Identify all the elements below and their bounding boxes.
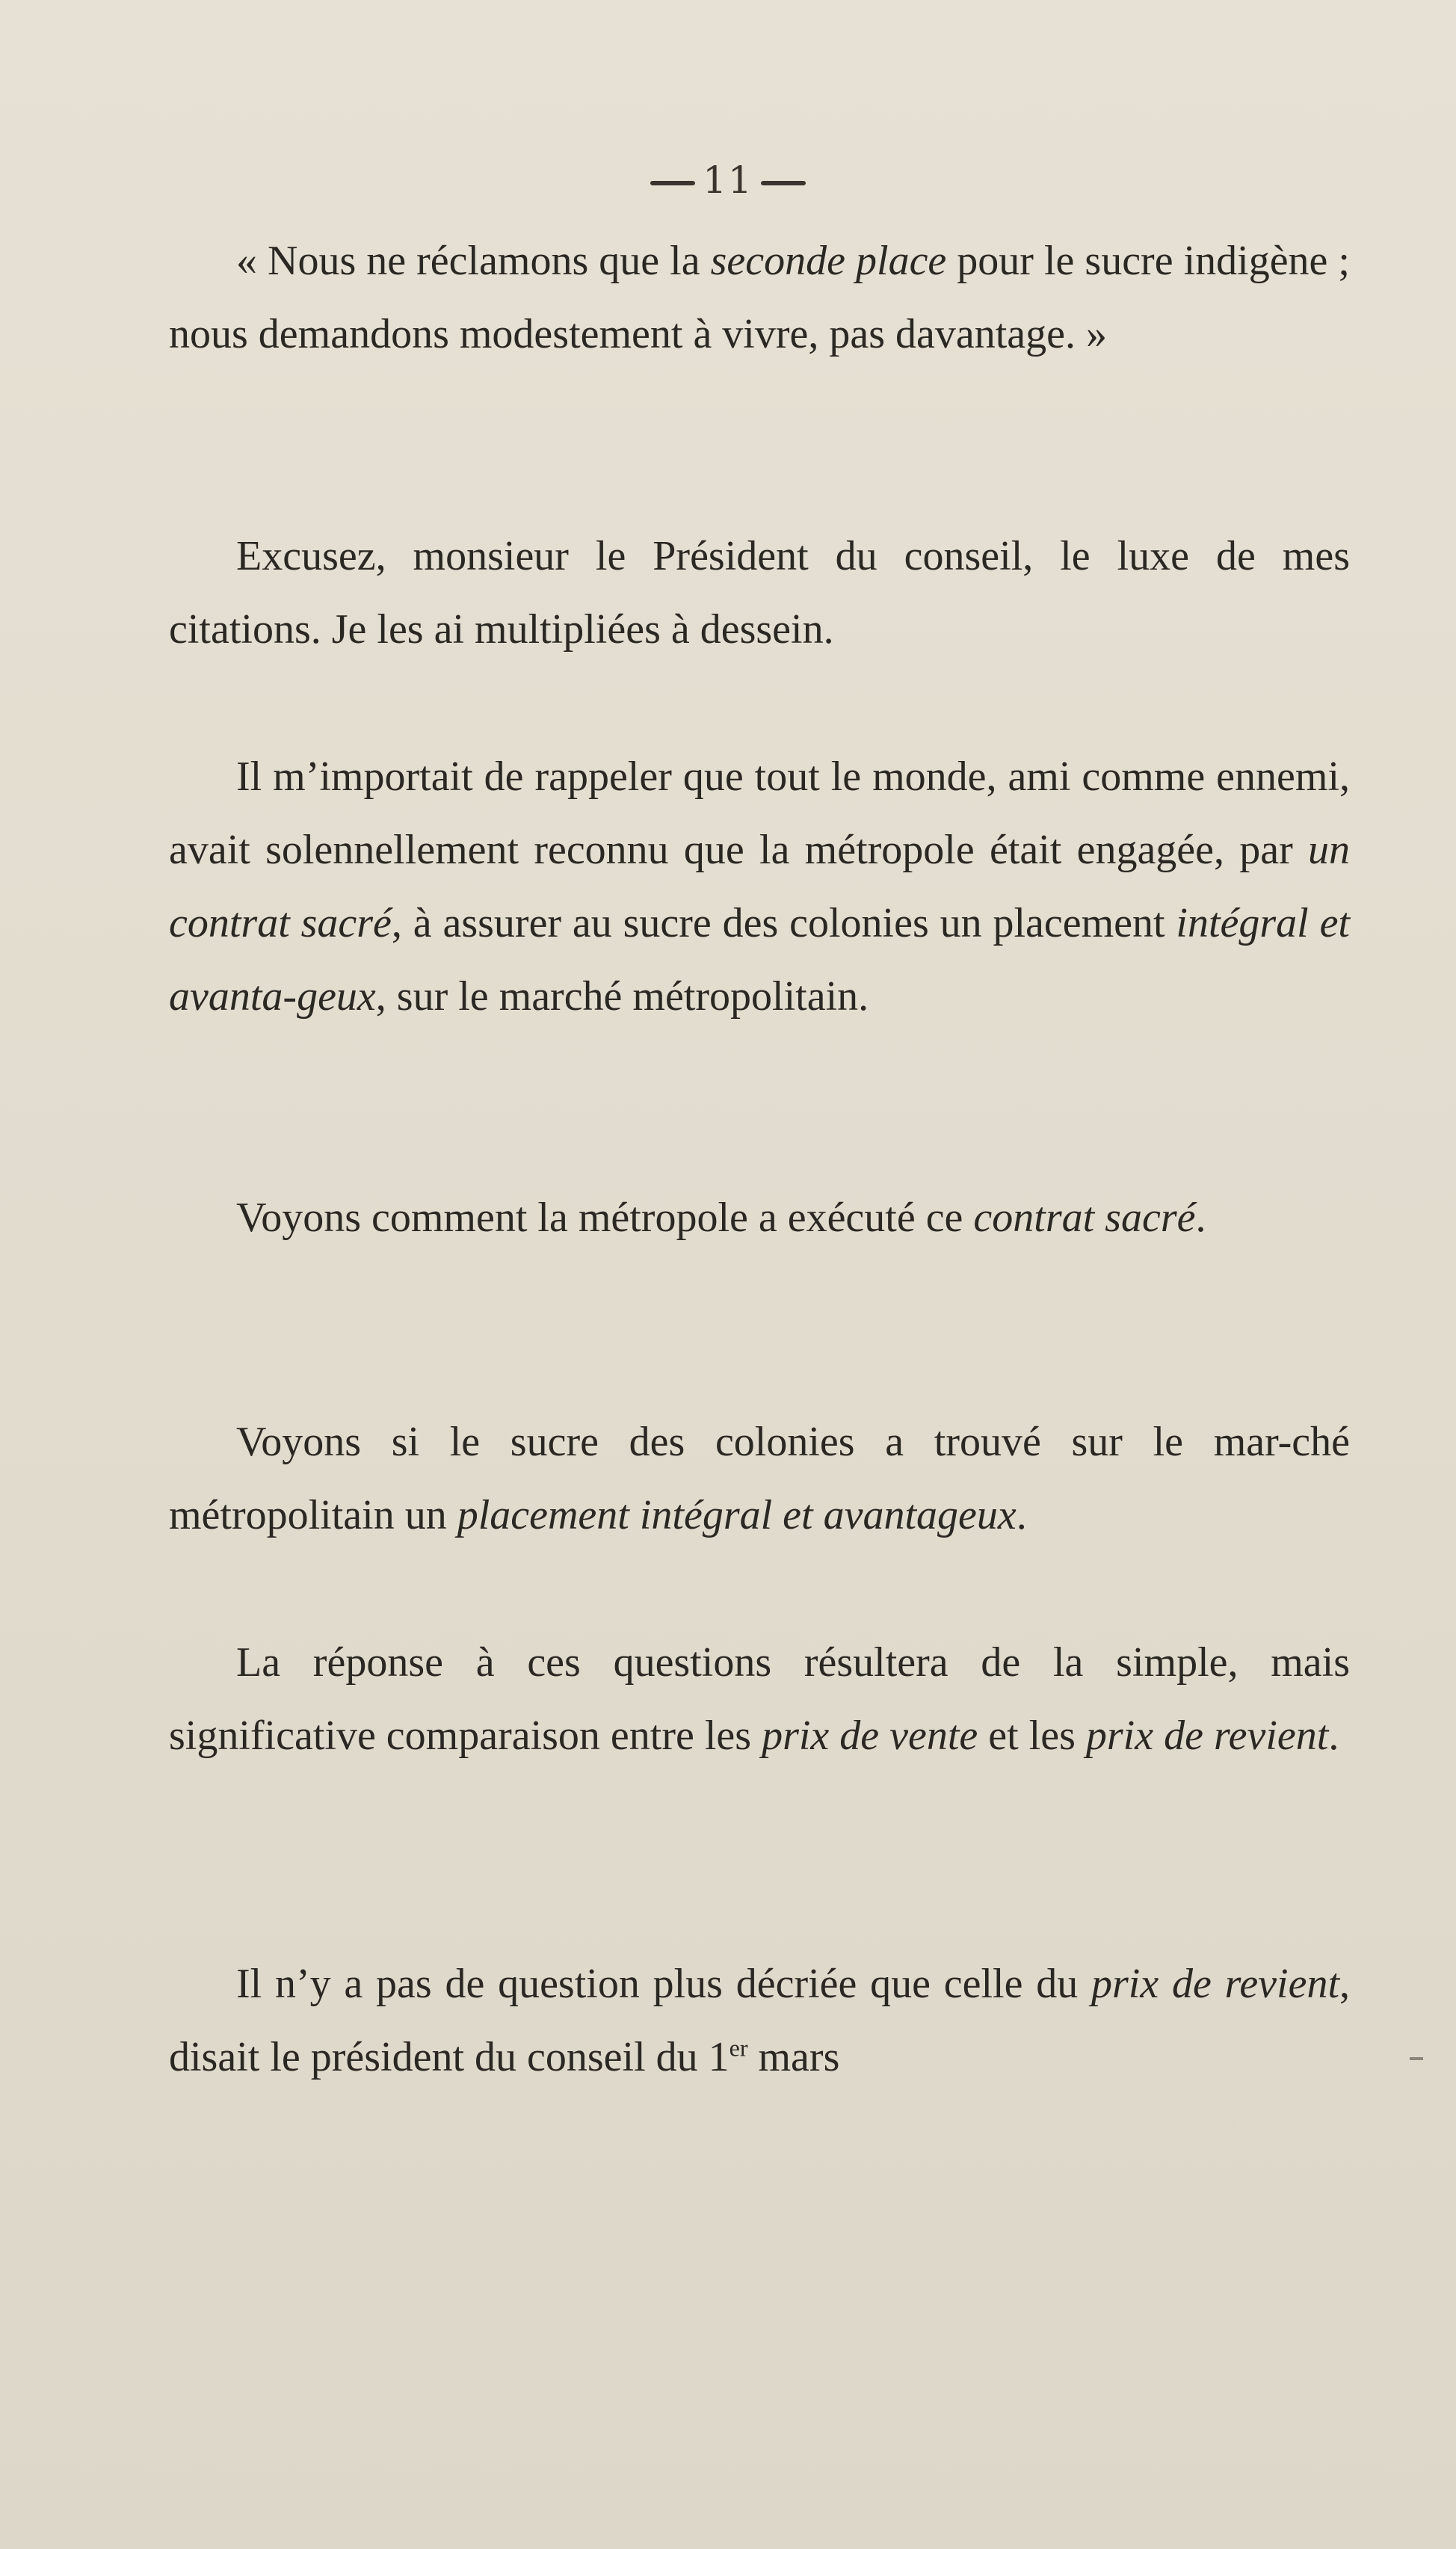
- p4-text-c: .: [1195, 1195, 1206, 1241]
- p6-text-c: et les: [978, 1713, 1086, 1759]
- paragraph-2: [169, 520, 1350, 666]
- p6-text-e: .: [1328, 1713, 1339, 1759]
- p7-text-e: mars: [747, 2034, 840, 2080]
- paragraph-7: [169, 1947, 1350, 2094]
- paragraph-5: [169, 1405, 1350, 1552]
- p7-text-a: Il n’y a pas de question plus décriée que celle du: [236, 1961, 1091, 2007]
- paragraph-7-body: [169, 1947, 1350, 2094]
- paragraph-4: [169, 1181, 1350, 1254]
- p3-text-a: Il m’importait de rappeler que tout le monde, ami comme ennemi, avait solennellement reconnu que la métropole était engagée, par: [169, 753, 1350, 873]
- paragraph-1-body: [169, 224, 1350, 371]
- folio-right-dash: [761, 181, 806, 185]
- paragraph-4-body: [169, 1181, 1350, 1254]
- p5-text-a: Voyons si le sucre des colonies a trouvé sur le mar-ché métropolitain un: [169, 1419, 1350, 1538]
- p6-italic-prix-de-vente: prix de vente: [762, 1713, 978, 1759]
- p7-text-c: , disait le président du conseil du 1: [169, 1961, 1351, 2080]
- p3-text-c: , à assurer au sucre des colonies un placement: [391, 900, 1176, 946]
- p6-italic-prix-de-revient: prix de revient: [1085, 1713, 1329, 1759]
- p1-italic-seconde-place: seconde place: [710, 238, 947, 284]
- p3-italic-contrat-sacre: un contrat sacré: [169, 827, 1350, 946]
- p3-italic-integral-avantageux: intégral et avanta-geux: [169, 900, 1350, 1020]
- paragraph-6-body: [169, 1626, 1350, 1772]
- p4-italic-contrat-sacre: contrat sacré: [973, 1195, 1196, 1241]
- p1-text-a: « Nous ne réclamons que la: [236, 238, 711, 284]
- folio-left-dash: [650, 181, 695, 185]
- p5-italic-placement: placement intégral et avantageux: [457, 1492, 1017, 1538]
- p7-italic-prix-de-revient: prix de revient: [1091, 1961, 1340, 2007]
- paragraph-3: [169, 740, 1350, 1033]
- p6-text-a: La réponse à ces questions résultera de la simple, mais significative comparaison entre les: [169, 1639, 1350, 1759]
- p5-text-c: .: [1016, 1492, 1027, 1538]
- p2-text-a: Excusez, monsieur le Président du conseil, le luxe de mes citations. Je les ai multipliées à dessein.: [169, 533, 1350, 653]
- paragraph-6: [169, 1626, 1350, 1772]
- page-number: [0, 158, 1456, 202]
- paragraph-1: [169, 224, 1350, 371]
- page-number-text: 11: [703, 158, 753, 202]
- p3-text-e: , sur le marché métropolitain.: [375, 973, 869, 1020]
- paragraph-2-body: [169, 520, 1350, 666]
- p4-text-a: Voyons comment la métropole a exécuté ce: [236, 1195, 974, 1241]
- p7-superscript-er: er: [729, 2034, 748, 2062]
- paragraph-5-body: [169, 1405, 1350, 1552]
- paragraph-3-body: [169, 740, 1350, 1033]
- p1-text-c: pour le sucre indigène ; nous demandons modestement à vivre, pas davantage. »: [169, 238, 1350, 357]
- margin-dash-mark: [1410, 2057, 1423, 2060]
